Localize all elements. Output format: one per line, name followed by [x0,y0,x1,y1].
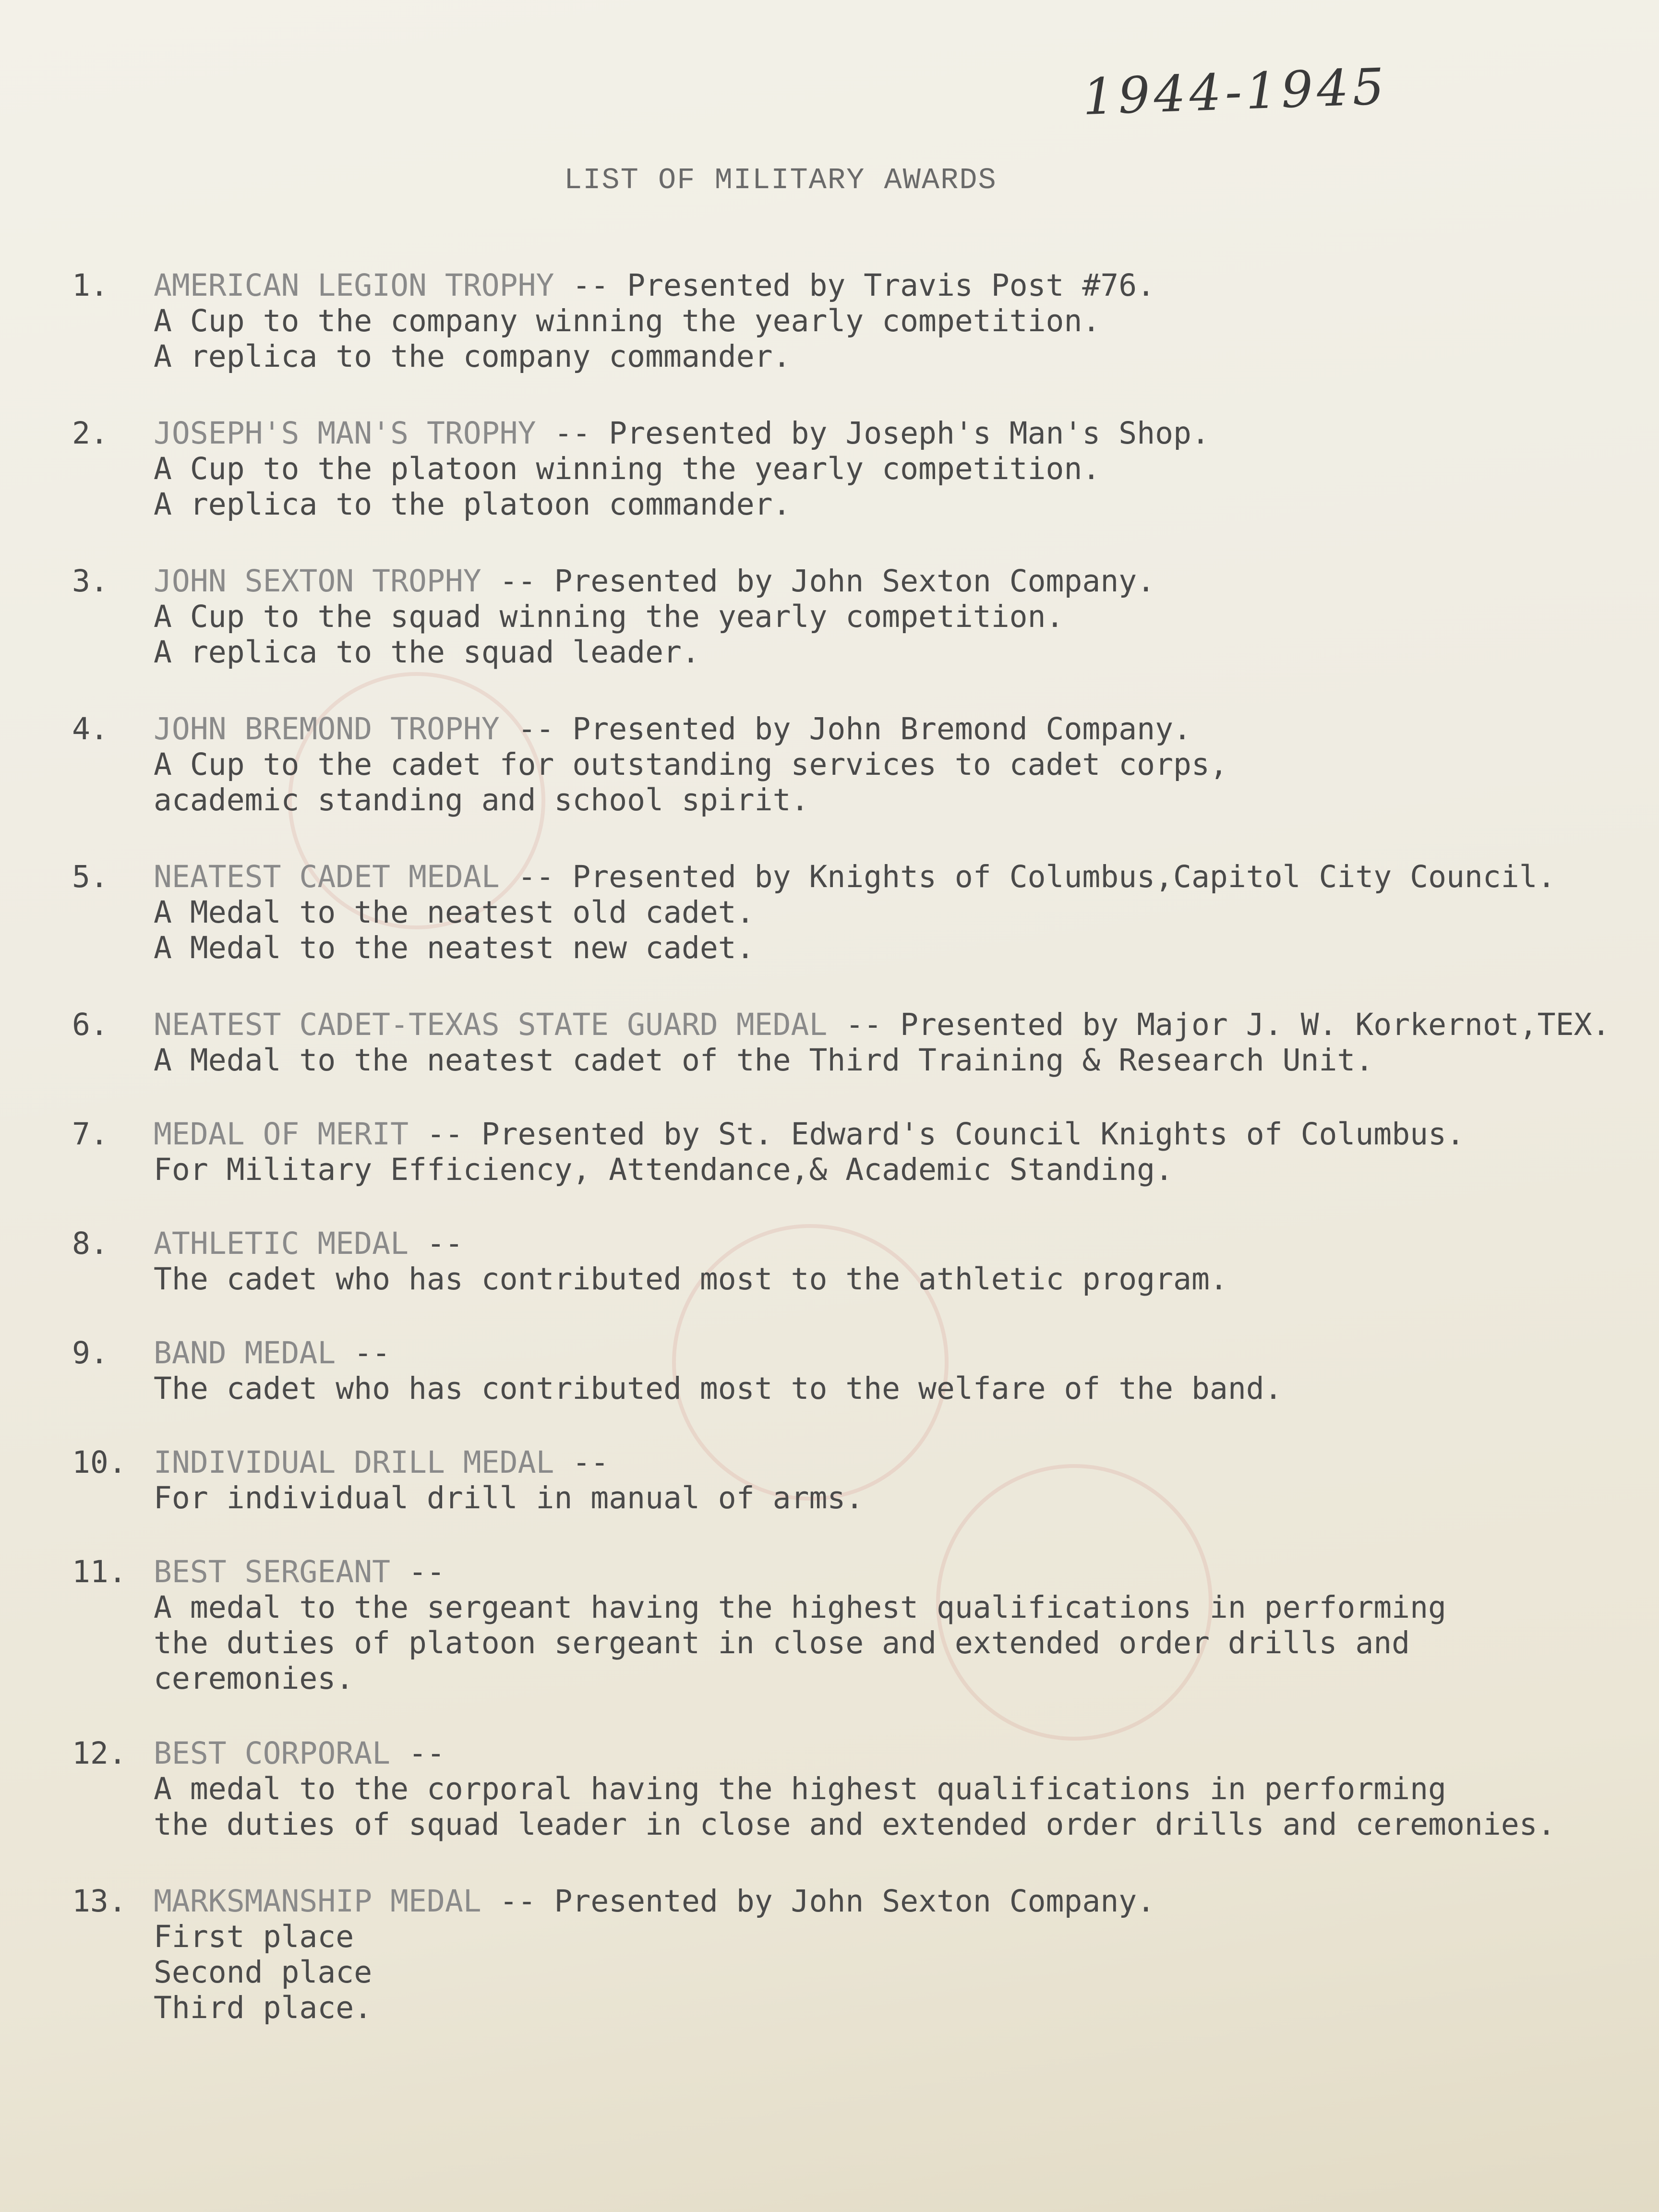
award-number: 8. [72,1226,108,1261]
award-number: 6. [72,1007,108,1042]
award-name: MEDAL OF MERIT [154,1117,409,1152]
award-name: ATHLETIC MEDAL [154,1226,409,1261]
award-number: 10. [72,1445,127,1480]
award-number: 13. [72,1884,127,1919]
award-separator: -- [354,1335,391,1370]
award-description-line: A replica to the platoon commander. [154,487,791,522]
award-description-line: A medal to the corporal having the highest qualifications in performing [154,1771,1446,1806]
award-presenter: Presented by Major J. W. Korkernot,TEX. [900,1007,1611,1042]
award-description-line: A replica to the squad leader. [154,635,700,670]
award-name: BEST CORPORAL [154,1736,391,1771]
award-description-line: A Cup to the company winning the yearly competition. [154,303,1101,338]
award-presenter: Presented by John Sexton Company. [554,564,1155,599]
award-separator: -- [572,1445,609,1480]
award-presenter: Presented by Knights of Columbus,Capitol City Council. [572,859,1556,894]
award-description-line: The cadet who has contributed most to the athletic program. [154,1262,1228,1297]
award-number: 7. [72,1117,108,1152]
award-description-line: the duties of squad leader in close and extended order drills and ceremonies. [154,1807,1556,1842]
award-description-line: A Cup to the platoon winning the yearly competition. [154,451,1101,486]
award-description-line: A Cup to the squad winning the yearly competition. [154,599,1064,634]
award-item [72,1117,1608,1188]
award-number: 9. [72,1335,108,1370]
award-number: 12. [72,1736,127,1771]
award-name: NEATEST CADET-TEXAS STATE GUARD MEDAL [154,1007,828,1042]
award-number: 4. [72,711,108,746]
award-name: NEATEST CADET MEDAL [154,859,500,894]
award-separator: -- [426,1226,463,1261]
award-separator: -- [409,1554,445,1589]
award-item [72,1445,1608,1516]
award-name: JOSEPH'S MAN'S TROPHY [154,416,536,451]
award-item [72,1884,1608,2026]
award-name: AMERICAN LEGION TROPHY [154,268,554,303]
award-item [72,1554,1608,1696]
award-item [72,564,1608,670]
award-description-line: A medal to the sergeant having the highest qualifications in performing [154,1590,1446,1625]
award-item [72,268,1608,374]
award-description-line: A replica to the company commander. [154,339,791,374]
award-item [72,1007,1611,1078]
award-number: 1. [72,268,108,303]
award-description-line: For individual drill in manual of arms. [154,1480,864,1515]
award-item [72,1736,1608,1842]
award-description-line: Second place [154,1955,373,1990]
award-presenter: Presented by St. Edward's Council Knights of Columbus. [481,1117,1465,1152]
award-separator: -- [517,859,554,894]
award-description-line: First place [154,1919,354,1954]
award-name: MARKSMANSHIP MEDAL [154,1884,481,1919]
award-item [72,1226,1608,1297]
document-title: LIST OF MILITARY AWARDS [564,163,997,197]
award-separator: -- [517,711,554,746]
award-description-line: A Cup to the cadet for outstanding services to cadet corps, [154,747,1228,782]
award-number: 2. [72,416,108,451]
award-description-line: A Medal to the neatest new cadet. [154,930,755,965]
award-description-line: the duties of platoon sergeant in close and extended order drills and [154,1625,1410,1660]
award-description-line: A Medal to the neatest cadet of the Third Training & Research Unit. [154,1043,1374,1078]
award-separator: -- [409,1736,445,1771]
award-presenter: Presented by John Sexton Company. [554,1884,1155,1919]
award-separator: -- [845,1007,882,1042]
award-item [72,416,1608,522]
award-name: INDIVIDUAL DRILL MEDAL [154,1445,554,1480]
award-name: JOHN SEXTON TROPHY [154,564,481,599]
award-separator: -- [499,1884,536,1919]
award-number: 11. [72,1554,127,1589]
award-separator: -- [572,268,609,303]
award-description-line: academic standing and school spirit. [154,782,809,817]
award-name: BEST SERGEANT [154,1554,391,1589]
award-item [72,859,1608,966]
award-presenter: Presented by John Bremond Company. [572,711,1191,746]
award-item [72,711,1608,818]
award-name: BAND MEDAL [154,1335,336,1370]
award-item [72,1335,1608,1407]
award-description-line: The cadet who has contributed most to the welfare of the band. [154,1371,1283,1406]
award-description-line: Third place. [154,1990,373,2025]
award-number: 3. [72,564,108,599]
award-presenter: Presented by Travis Post #76. [627,268,1155,303]
award-presenter: Presented by Joseph's Man's Shop. [609,416,1210,451]
award-description-line: ceremonies. [154,1661,354,1696]
award-separator: -- [426,1117,463,1152]
award-separator: -- [554,416,591,451]
award-separator: -- [499,564,536,599]
handwritten-year-note: 1944-1945 [1082,57,1389,127]
award-name: JOHN BREMOND TROPHY [154,711,500,746]
award-description-line: For Military Efficiency, Attendance,& Academic Standing. [154,1152,1174,1187]
award-number: 5. [72,859,108,894]
award-description-line: A Medal to the neatest old cadet. [154,895,755,930]
